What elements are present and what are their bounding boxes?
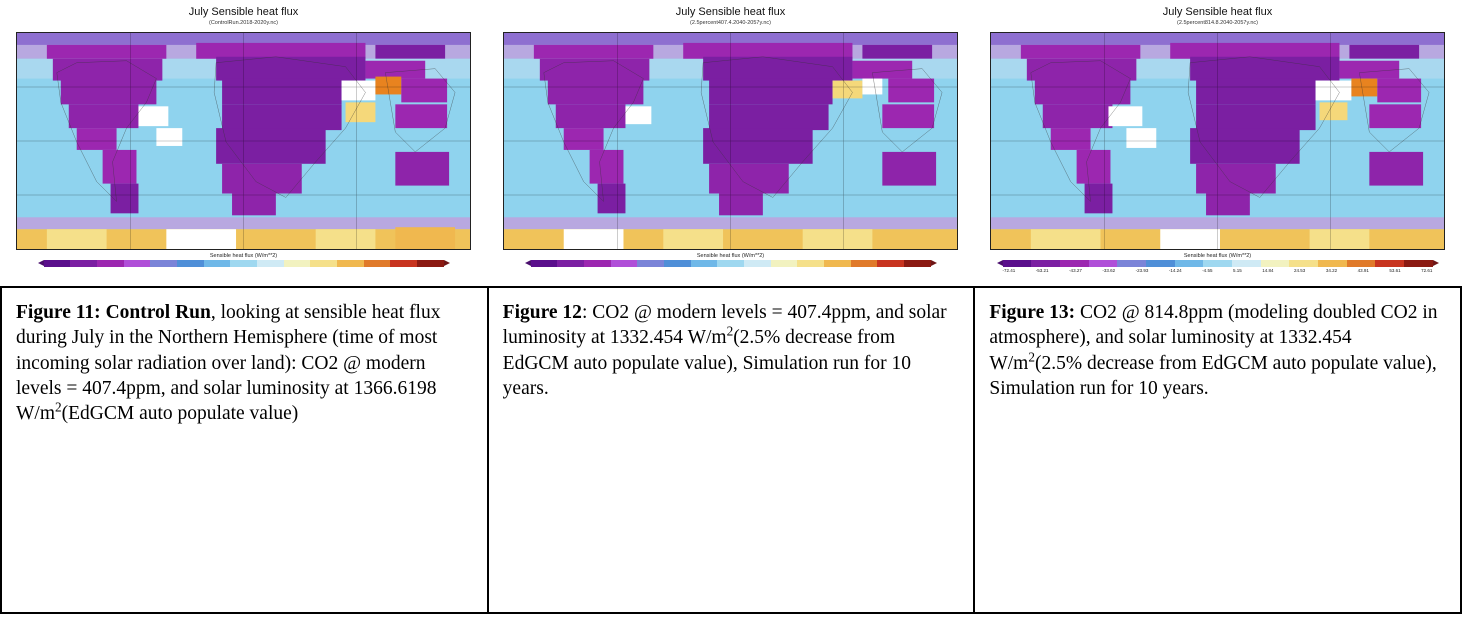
tick: 34.22 — [1325, 267, 1338, 273]
colorbar-label-2: Sensible heat flux (W/m**2) — [696, 252, 765, 259]
map-subtitle-3: (2.5percent814.8.2040-2057y.nc) — [1177, 19, 1258, 26]
figure-caption-exponent-3: 2 — [1028, 349, 1035, 365]
tick: -72.41 — [1002, 267, 1016, 273]
colorbar-1 — [44, 260, 444, 267]
colorbar-arrow-right-icon — [1433, 260, 1439, 266]
colorbar-label-3: Sensible heat flux (W/m**2) — [1183, 252, 1252, 259]
figure-caption-text-1: , looking at sensible heat flux during July in the Northern Hemisphere (time of most incoming solar radiation over land): CO2 @ modern levels = 407.4ppm, and solar luminosity at 1366.6198 W/m — [16, 302, 441, 425]
map-title-3: July Sensible heat flux — [1162, 6, 1273, 18]
figure-label-2: Figure 12 — [502, 302, 582, 323]
colorbar-arrow-right-icon — [444, 260, 450, 266]
tick: -53.21 — [1035, 267, 1049, 273]
tick: 72.61 — [1421, 267, 1433, 273]
figure-image-row — [0, 0, 1462, 285]
tick: 53.61 — [1389, 267, 1401, 273]
tick: -4.55 — [1202, 267, 1213, 273]
colorbar-arrow-left-icon — [525, 260, 531, 266]
figure-cell-3 — [974, 0, 1461, 285]
caption-table — [0, 286, 1462, 614]
world-map-2 — [503, 32, 958, 250]
caption-cell-2 — [489, 288, 976, 612]
map-title-2: July Sensible heat flux — [675, 6, 786, 18]
tick: 5.15 — [1232, 267, 1242, 273]
figure-caption-tail-3: (2.5% decrease from EdGCM auto populate value), Simulation run for 10 years. — [989, 352, 1437, 400]
map-subtitle-2: (2.5percent407.4.2040-2057y.nc) — [690, 19, 771, 26]
figure-caption-tail-2: (2.5% decrease from EdGCM auto populate value), Simulation run for 10 years. — [502, 327, 912, 400]
tick: 24.53 — [1294, 267, 1306, 273]
figure-caption-exponent-1: 2 — [55, 399, 62, 415]
map-title-1: July Sensible heat flux — [188, 6, 299, 18]
caption-cell-1 — [2, 288, 489, 612]
figure-caption-text-3: CO2 @ 814.8ppm (modeling doubled CO2 in atmosphere), and solar luminosity at 1332.454 W/m — [989, 302, 1438, 374]
colorbar-3 — [1003, 260, 1433, 273]
colorbar-arrow-left-icon — [38, 260, 44, 266]
map-subtitle-1: (ControlRun.2018-2020y.nc) — [209, 19, 278, 26]
world-map-1 — [16, 32, 471, 250]
map-wrapper-1 — [16, 32, 471, 250]
figure-label-1: Figure 11: — [16, 302, 101, 323]
map-wrapper-3 — [990, 32, 1445, 250]
tick: -43.27 — [1069, 267, 1082, 273]
figure-bold-segment-1: Control Run — [105, 302, 211, 323]
tick: -23.93 — [1135, 267, 1149, 273]
colorbar-2 — [531, 260, 931, 267]
world-map-3 — [990, 32, 1445, 250]
figure-caption-text-2: : CO2 @ modern levels = 407.4ppm, and solar luminosity at 1332.454 W/m — [502, 302, 947, 349]
tick: -33.62 — [1102, 267, 1116, 273]
figure-label-3: Figure 13: — [989, 302, 1076, 323]
figure-cell-1 — [0, 0, 487, 285]
caption-cell-3 — [975, 288, 1462, 612]
colorbar-label-1: Sensible heat flux (W/m**2) — [209, 252, 278, 259]
figure-cell-2 — [487, 0, 974, 285]
colorbar-arrow-left-icon — [997, 260, 1003, 266]
tick: -14.24 — [1168, 267, 1182, 273]
map-wrapper-2 — [503, 32, 958, 250]
colorbar-ticks-3 — [1003, 268, 1433, 273]
colorbar-arrow-right-icon — [931, 260, 937, 266]
figure-caption-exponent-2: 2 — [726, 323, 734, 339]
figure-caption-tail-1: (EdGCM auto populate value) — [61, 403, 299, 425]
tick: 14.84 — [1262, 267, 1274, 273]
tick: 43.91 — [1357, 267, 1369, 273]
